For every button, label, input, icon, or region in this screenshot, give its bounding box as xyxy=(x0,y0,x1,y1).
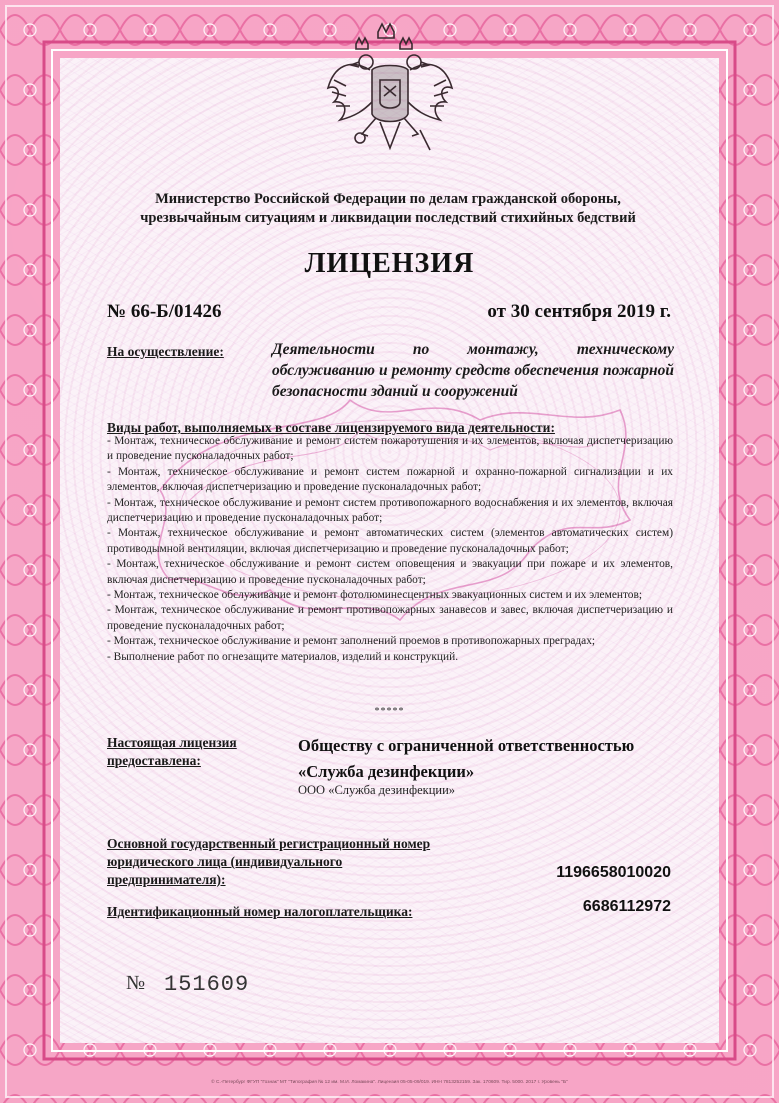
section-end-mark: ***** xyxy=(374,706,405,717)
license-number: № 66-Б/01426 xyxy=(107,301,222,322)
grantee-name xyxy=(298,733,634,785)
coat-of-arms-icon xyxy=(320,18,460,168)
work-item: - Монтаж, техническое обслуживание и ремонт фотолюминесцентных эвакуационных систем и их элементов; xyxy=(107,589,643,602)
purpose-text: Деятельности по монтажу, техническому обслуживанию и ремонту средств обеспечения пожарной безопасности зданий и сооружений xyxy=(272,341,674,400)
work-item: - Монтаж, техническое обслуживание и ремонт заполнений проемов в противопожарных преградах; xyxy=(107,635,596,648)
purpose-label: На осуществление: xyxy=(107,344,224,359)
work-item: - Монтаж, техническое обслуживание и ремонт систем пожарной и охранно-пожарной сигнализации и их элементов, включая диспетчеризацию и проведение пусконаладочных работ; xyxy=(107,465,673,494)
grantee-label: Настоящая лицензия предоставлена: xyxy=(107,735,237,768)
work-item: - Монтаж, техническое обслуживание и ремонт автоматических систем (элементов автоматических систем) противодымной вентиляции, включая диспетчеризацию и проведение пусконаладочных работ; xyxy=(107,527,673,555)
document-title: ЛИЦЕНЗИЯ xyxy=(304,248,475,279)
license-date: от 30 сентября 2019 г. xyxy=(487,301,671,322)
work-item: - Монтаж, техническое обслуживание и ремонт систем противопожарного водоснабжения и их элементов, включая диспетчеризацию и проведение пусконаладочных работ; xyxy=(107,496,673,525)
grantee-name-line-1: Обществу с ограниченной ответственностью xyxy=(298,736,635,755)
ogrn-label: Основной государственный регистрационный номер юридического лица (индивидуального предпринимателя): xyxy=(107,836,431,887)
work-item: - Выполнение работ по огнезащите материалов, изделий и конструкций. xyxy=(107,650,459,663)
inn-value: 6686112972 xyxy=(582,898,671,915)
work-item: - Монтаж, техническое обслуживание и ремонт систем пожаротушения и их элементов, включая диспетчеризацию и проведение пусконаладочных работ; xyxy=(107,435,673,463)
issuing-authority-line-2: чрезвычайным ситуациям и ликвидации последствий стихийных бедствий xyxy=(140,210,636,226)
form-serial-number: 151609 xyxy=(164,972,250,997)
works-heading: Виды работ, выполняемых в составе лицензируемого вида деятельности: xyxy=(107,420,555,435)
work-item: - Монтаж, техническое обслуживание и ремонт противопожарных занавесов и завес, включая диспетчеризацию и проведение пусконаладочных работ; xyxy=(107,604,673,632)
grantee-short-name: ООО «Служба дезинфекции» xyxy=(298,783,456,797)
grantee-name-line-2: «Служба дезинфекции» xyxy=(298,762,475,781)
inn-label: Идентификационный номер налогоплательщика: xyxy=(107,904,413,919)
form-serial-sign: № xyxy=(126,972,146,994)
works-list xyxy=(107,434,673,665)
work-item: - Монтаж, техническое обслуживание и ремонт систем оповещения и эвакуации при пожаре и их элементов, включая диспетчеризацию и проведение пусконаладочных работ; xyxy=(107,558,673,586)
issuing-authority-line-1: Министерство Российской Федерации по делам гражданской обороны, xyxy=(155,191,621,207)
printer-imprint: © С.-Петербург ФГУП "Гознак" МТ "Типография № 12 им. М.И. Ломакина". Лицензия 05-05-09/019. ИНН 7813252159. Зак. 170609. Тир. 5000. 2017 г. Уровень "Б" xyxy=(211,1080,568,1085)
ogrn-value: 1196658010020 xyxy=(556,864,671,881)
issuing-authority xyxy=(108,190,668,228)
